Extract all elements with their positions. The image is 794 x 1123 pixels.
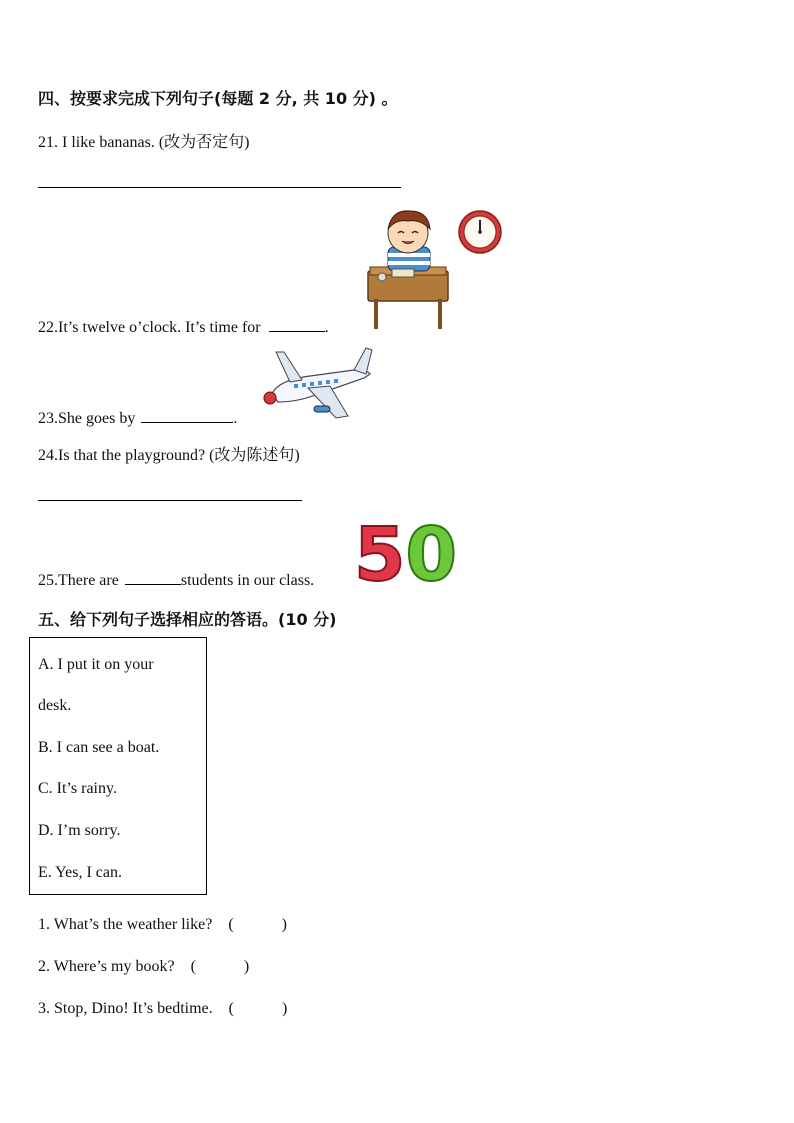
answer-blank-25[interactable] <box>125 570 181 585</box>
fifty-digit-five: 50 <box>354 512 457 590</box>
answer-blank-23[interactable] <box>141 408 233 423</box>
option-a-line-2: desk. <box>38 697 72 714</box>
question-23-text: 23.She goes by <box>38 410 136 427</box>
question-25-suffix: students in our class. <box>180 572 315 589</box>
answer-blank-22[interactable] <box>269 317 325 332</box>
match-answer-3[interactable]: ( ) <box>228 1000 288 1017</box>
section-5-heading: 五、给下列句子选择相应的答语。(10 分) <box>38 610 337 629</box>
boy-eating-lunch-illustration <box>362 207 504 333</box>
match-answer-1[interactable]: ( ) <box>228 916 287 933</box>
match-question-1 <box>38 911 287 934</box>
option-a-line-1: A. I put it on your <box>38 656 154 673</box>
match-question-1-text: 1. What’s the weather like? <box>38 916 213 933</box>
question-24: 24.Is that the playground? (改为陈述句) <box>38 447 300 464</box>
answer-options-box <box>29 637 207 895</box>
match-question-2-text: 2. Where’s my book? <box>38 958 175 975</box>
number-fifty-illustration <box>352 510 462 590</box>
match-question-3 <box>38 995 287 1018</box>
option-c: C. It’s rainy. <box>38 780 117 797</box>
question-21: 21. I like bananas. (改为否定句) <box>38 134 250 151</box>
question-23 <box>38 408 237 428</box>
answer-line-21[interactable] <box>38 187 401 188</box>
question-25 <box>38 570 314 590</box>
option-e: E. Yes, I can. <box>38 864 122 881</box>
question-22 <box>38 317 329 337</box>
question-23-period: . <box>233 410 238 427</box>
option-b: B. I can see a boat. <box>38 739 160 756</box>
question-25-prefix: 25.There are <box>38 572 119 589</box>
match-question-3-text: 3. Stop, Dino! It’s bedtime. <box>38 1000 213 1017</box>
airplane-illustration <box>258 344 376 424</box>
answer-line-24[interactable] <box>38 500 302 501</box>
section-4-heading: 四、按要求完成下列句子(每题 2 分, 共 10 分) 。 <box>38 89 398 108</box>
question-22-period: . <box>324 319 329 336</box>
match-answer-2[interactable]: ( ) <box>190 958 250 975</box>
question-22-text: 22.It’s twelve o’clock. It’s time for <box>38 319 261 336</box>
match-question-2 <box>38 953 249 976</box>
option-d: D. I’m sorry. <box>38 822 121 839</box>
